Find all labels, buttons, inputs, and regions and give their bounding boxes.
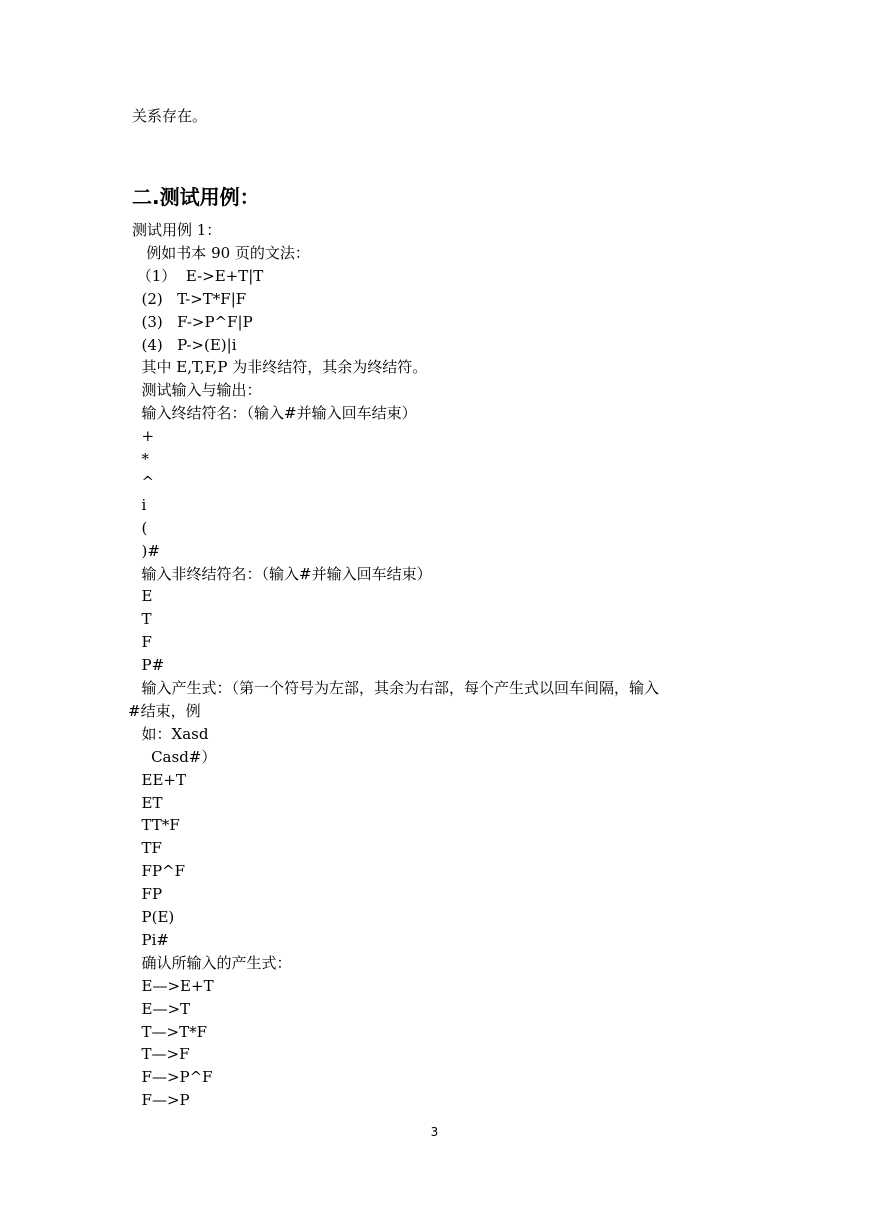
body-line: EE+T — [132, 770, 187, 789]
body-line: TT*F — [132, 816, 180, 835]
body-line: (3) F->P^F|P — [132, 312, 253, 331]
body-line: （1） E->E+T|T — [132, 266, 264, 285]
body-line: (4) P->(E)|i — [132, 335, 237, 354]
body-line: ( — [132, 518, 148, 537]
page-number: 3 — [430, 1125, 439, 1139]
body-line: P# — [132, 656, 165, 675]
body-line: F—>P^F — [132, 1068, 213, 1087]
body-line: P(E) — [132, 908, 175, 926]
body-line: #结束，例 — [128, 701, 201, 720]
body-line: Casd#） — [132, 747, 217, 766]
body-line: T—>T*F — [132, 1022, 208, 1041]
section-heading: 二.测试用例： — [132, 185, 260, 209]
body-line: * — [132, 450, 150, 468]
body-line: Pi# — [132, 930, 169, 949]
body-line: )# — [132, 541, 160, 560]
intro-tail-text: 关系存在。 — [132, 107, 208, 125]
body-line: 输入终结符名：（输入#并输入回车结束） — [132, 404, 417, 423]
body-line: FP^F — [132, 862, 186, 881]
body-line: i — [132, 495, 147, 514]
body-line: F — [132, 633, 152, 652]
body-line: E—>T — [132, 999, 191, 1018]
body-line: T—>F — [132, 1045, 190, 1064]
body-line: E—>E+T — [132, 976, 214, 995]
body-line: 测试输入与输出： — [132, 381, 262, 400]
body-line: TF — [132, 839, 162, 858]
body-line: T — [132, 610, 152, 629]
body-line: F—>P — [132, 1091, 190, 1110]
body-line: 确认所输入的产生式： — [132, 953, 292, 972]
body-line: ^ — [132, 472, 155, 491]
body-line: 其中 E,T,F,P 为非终结符，其余为终结符。 — [132, 358, 428, 377]
body-line: (2) T->T*F|F — [132, 289, 247, 308]
body-line: 测试用例 1： — [132, 221, 222, 239]
body-line: 输入产生式：（第一个符号为左部，其余为右部，每个产生式以回车间隔，输入 — [132, 679, 660, 697]
body-line: FP — [132, 885, 163, 904]
body-line: 输入非终结符名：（输入#并输入回车结束） — [132, 564, 432, 583]
body-line: E — [132, 587, 153, 606]
body-line: ET — [132, 793, 163, 812]
body-line: 例如书本 90 页的文法： — [132, 243, 310, 262]
body-line: 如：Xasd — [132, 724, 209, 743]
body-line: + — [132, 427, 155, 446]
